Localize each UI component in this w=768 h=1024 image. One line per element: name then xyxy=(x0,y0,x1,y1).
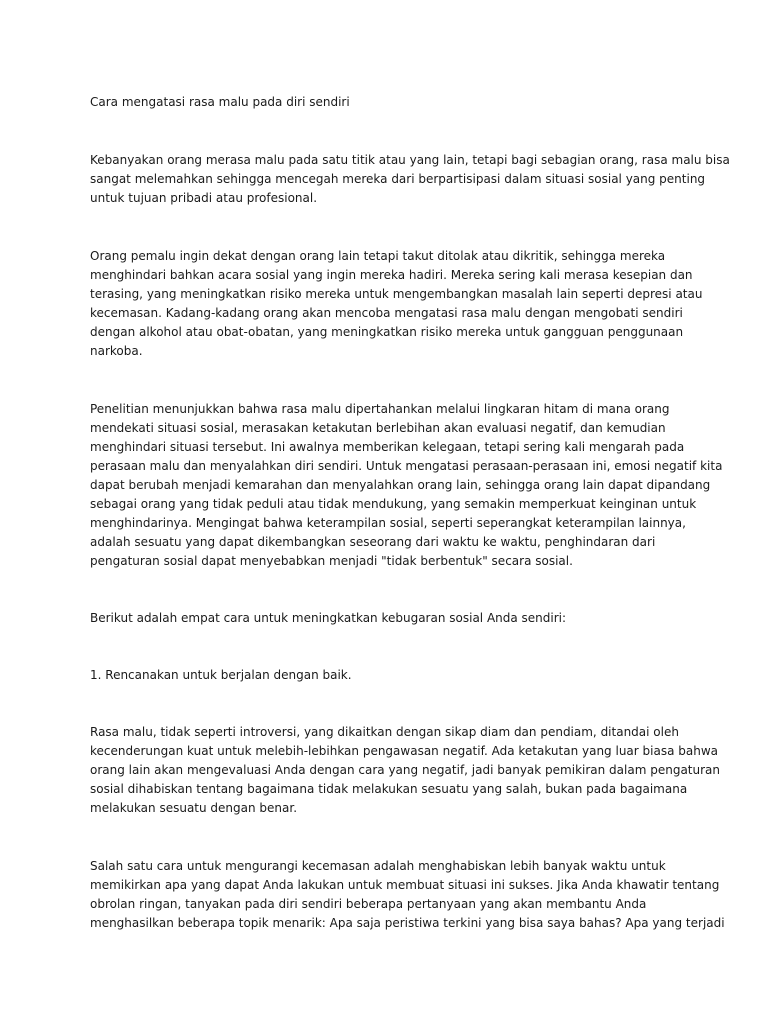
text-line: melakukan sesuatu dengan benar. xyxy=(90,801,298,815)
numbered-heading xyxy=(90,666,690,685)
text-line: Salah satu cara untuk mengurangi kecemasan adalah menghabiskan lebih banyak waktu untuk xyxy=(90,859,666,873)
text-line: Kebanyakan orang merasa malu pada satu titik atau yang lain, tetapi bagi sebagian orang, rasa malu bisa xyxy=(90,153,730,167)
text-line: adalah sesuatu yang dapat dikembangkan seseorang dari waktu ke waktu, penghindaran dari xyxy=(90,535,656,549)
text-line: menghasilkan beberapa topik menarik: Apa saja peristiwa terkini yang bisa saya bahas? Apa yang terjadi xyxy=(90,916,725,930)
paragraph-1 xyxy=(90,151,730,208)
paragraph-2 xyxy=(90,247,703,361)
text-line: obrolan ringan, tanyakan pada diri sendiri beberapa pertanyaan yang akan membantu Anda xyxy=(90,897,647,911)
text-line: menghindarinya. Mengingat bahwa keterampilan sosial, seperti seperangkat keterampilan lainnya, xyxy=(90,516,686,530)
document-title xyxy=(90,93,690,112)
text-line: untuk tujuan pribadi atau profesional. xyxy=(90,191,318,205)
text-line: Berikut adalah empat cara untuk meningkatkan kebugaran sosial Anda sendiri: xyxy=(90,611,567,625)
text-line: narkoba. xyxy=(90,344,143,358)
text-line: memikirkan apa yang dapat Anda lakukan untuk membuat situasi ini sukses. Jika Anda khawatir tentang xyxy=(90,878,720,892)
paragraph-4 xyxy=(90,609,690,628)
paragraph-3 xyxy=(90,400,723,571)
paragraph-5 xyxy=(90,723,720,818)
text-line: dapat berubah menjadi kemarahan dan menyalahkan orang lain, sehingga orang lain dapat dipandang xyxy=(90,478,711,492)
title-line: Cara mengatasi rasa malu pada diri sendiri xyxy=(90,95,350,109)
text-line: mendekati situasi sosial, merasakan ketakutan berlebihan akan evaluasi negatif, dan kemudian xyxy=(90,421,666,435)
paragraph-6 xyxy=(90,857,725,933)
text-line: pengaturan sosial dapat menyebabkan menjadi "tidak berbentuk" secara sosial. xyxy=(90,554,573,568)
text-line: orang lain akan mengevaluasi Anda dengan cara yang negatif, jadi banyak pemikiran dalam pengaturan xyxy=(90,763,720,777)
text-line: menghindari bahkan acara sosial yang ingin mereka hadiri. Mereka sering kali merasa kesepian dan xyxy=(90,268,693,282)
text-line: Orang pemalu ingin dekat dengan orang lain tetapi takut ditolak atau dikritik, sehingga mereka xyxy=(90,249,666,263)
text-line: kecenderungan kuat untuk melebih-lebihkan pengawasan negatif. Ada ketakutan yang luar biasa bahwa xyxy=(90,744,718,758)
text-line: perasaan malu dan menyalahkan diri sendiri. Untuk mengatasi perasaan-perasaan ini, emosi negatif kita xyxy=(90,459,723,473)
text-line: sebagai orang yang tidak peduli atau tidak mendukung, yang semakin memperkuat keinginan untuk xyxy=(90,497,697,511)
text-line: Rasa malu, tidak seperti introversi, yang dikaitkan dengan sikap diam dan pendiam, ditandai oleh xyxy=(90,725,679,739)
text-line: kecemasan. Kadang-kadang orang akan mencoba mengatasi rasa malu dengan mengobati sendiri xyxy=(90,306,683,320)
text-line: Penelitian menunjukkan bahwa rasa malu dipertahankan melalui lingkaran hitam di mana orang xyxy=(90,402,670,416)
text-line: 1. Rencanakan untuk berjalan dengan baik. xyxy=(90,668,352,682)
text-line: menghindari situasi tersebut. Ini awalnya memberikan kelegaan, tetapi sering kali mengarah pada xyxy=(90,440,685,454)
text-line: sangat melemahkan sehingga mencegah mereka dari berpartisipasi dalam situasi sosial yang penting xyxy=(90,172,706,186)
text-line: dengan alkohol atau obat-obatan, yang meningkatkan risiko mereka untuk gangguan penggunaan xyxy=(90,325,684,339)
text-line: terasing, yang meningkatkan risiko mereka untuk mengembangkan masalah lain seperti depresi atau xyxy=(90,287,703,301)
text-line: sosial dihabiskan tentang bagaimana tidak melakukan sesuatu yang salah, bukan pada bagaimana xyxy=(90,782,688,796)
